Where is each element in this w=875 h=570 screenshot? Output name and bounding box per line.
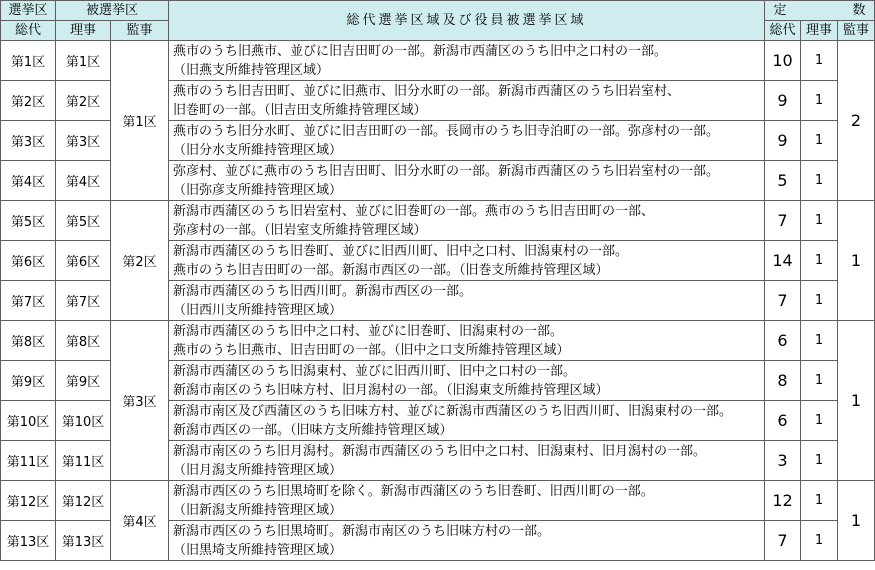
area-line: 旧巻町の一部。（旧吉田支所維持管理区域） xyxy=(173,102,427,118)
kanji-district: 第2区 xyxy=(111,201,169,321)
area-line: 燕市のうち旧吉田町、並びに旧燕市、旧分水町の一部。新潟市西蒲区のうち旧岩室村、 xyxy=(173,83,681,99)
riji-count: 1 xyxy=(801,201,838,241)
area-line: 新潟市西区の一部。（旧味方支所維持管理区域） xyxy=(173,422,453,438)
area-description xyxy=(169,161,765,201)
area-description xyxy=(169,321,765,361)
header-teisu-1: 定 xyxy=(773,3,787,18)
riji-count: 1 xyxy=(801,361,838,401)
area-description xyxy=(169,121,765,161)
header-riji-count: 理事 xyxy=(801,21,838,41)
header-kanji-count: 監事 xyxy=(838,21,875,41)
area-description xyxy=(169,441,765,481)
sodai-district: 第4区 xyxy=(1,161,56,201)
sodai-district: 第1区 xyxy=(1,41,56,81)
riji-district: 第4区 xyxy=(56,161,111,201)
area-description xyxy=(169,281,765,321)
table-row xyxy=(1,321,875,361)
area-description xyxy=(169,81,765,121)
kanji-district: 第4区 xyxy=(111,481,169,561)
area-line: （旧西川支所維持管理区域） xyxy=(173,302,343,318)
area-line: 新潟市西区のうち旧黒埼町を除く。新潟市西蒲区のうち旧巻町、旧西川町の一部。 xyxy=(173,483,654,499)
riji-district: 第12区 xyxy=(56,481,111,521)
riji-count: 1 xyxy=(801,441,838,481)
kanji-count: 1 xyxy=(838,481,875,561)
sodai-count: 9 xyxy=(765,121,801,161)
area-description xyxy=(169,361,765,401)
area-line: 燕市のうち旧燕市、並びに旧吉田町の一部。新潟市西蒲区のうち旧中之口村の一部。 xyxy=(173,43,668,59)
kanji-count: 1 xyxy=(838,201,875,321)
table-row xyxy=(1,41,875,81)
area-line: （旧新潟支所維持管理区域） xyxy=(173,502,343,518)
riji-count: 1 xyxy=(801,521,838,561)
sodai-count: 6 xyxy=(765,321,801,361)
area-line: 新潟市南区のうち旧味方村、旧月潟村の一部。（旧潟東支所維持管理区域） xyxy=(173,382,609,398)
area-line: （旧弥彦支所維持管理区域） xyxy=(173,182,343,198)
table-row xyxy=(1,201,875,241)
header-teisu-2: 数 xyxy=(852,3,866,18)
riji-count: 1 xyxy=(801,121,838,161)
header-hisenkyoku: 被選挙区 xyxy=(56,1,169,21)
header-riji: 理事 xyxy=(56,21,111,41)
sodai-district: 第5区 xyxy=(1,201,56,241)
sodai-count: 7 xyxy=(765,281,801,321)
area-line: 燕市のうち旧吉田町の一部。新潟市西区の一部。（旧巻支所維持管理区域） xyxy=(173,262,609,278)
sodai-district: 第9区 xyxy=(1,361,56,401)
sodai-district: 第7区 xyxy=(1,281,56,321)
sodai-count: 9 xyxy=(765,81,801,121)
kanji-count: 1 xyxy=(838,321,875,481)
kanji-count: 2 xyxy=(838,41,875,201)
area-line: （旧月潟支所維持管理区域） xyxy=(173,462,343,478)
header-sodai-count: 総代 xyxy=(765,21,801,41)
area-line: 新潟市西区のうち旧黒埼町。新潟市南区のうち旧味方村の一部。 xyxy=(173,523,551,539)
area-line: （旧燕支所維持管理区域） xyxy=(173,62,330,78)
sodai-count: 14 xyxy=(765,241,801,281)
sodai-count: 10 xyxy=(765,41,801,81)
riji-district: 第13区 xyxy=(56,521,111,561)
area-line: 弥彦村の一部。（旧岩室支所維持管理区域） xyxy=(173,222,427,238)
sodai-count: 6 xyxy=(765,401,801,441)
kanji-district: 第3区 xyxy=(111,321,169,481)
header-kanji: 監事 xyxy=(111,21,169,41)
sodai-count: 5 xyxy=(765,161,801,201)
riji-district: 第5区 xyxy=(56,201,111,241)
area-description xyxy=(169,241,765,281)
table-row xyxy=(1,481,875,521)
area-description xyxy=(169,201,765,241)
riji-count: 1 xyxy=(801,481,838,521)
area-line: 弥彦村、並びに燕市のうち旧吉田町、旧分水町の一部。新潟市西蒲区のうち旧岩室村の一部。 xyxy=(173,163,720,179)
area-line: 新潟市南区及び西蒲区のうち旧味方村、並びに新潟市西蒲区のうち旧西川町、旧潟東村の一部。 xyxy=(173,403,733,419)
area-description xyxy=(169,521,765,561)
riji-district: 第11区 xyxy=(56,441,111,481)
riji-district: 第9区 xyxy=(56,361,111,401)
riji-district: 第6区 xyxy=(56,241,111,281)
area-line: 新潟市南区のうち旧月潟村。新潟市西蒲区のうち旧中之口村、旧潟東村、旧月潟村の一部。 xyxy=(173,443,707,459)
header-teisu xyxy=(765,1,875,21)
area-description xyxy=(169,41,765,81)
header-senkyoku: 選挙区 xyxy=(1,1,56,21)
area-line: 新潟市西蒲区のうち旧潟東村、並びに旧西川町、旧中之口村の一部。 xyxy=(173,363,577,379)
riji-count: 1 xyxy=(801,241,838,281)
area-line: 新潟市西蒲区のうち旧巻町、並びに旧西川町、旧中之口村、旧潟東村の一部。 xyxy=(173,243,629,259)
riji-district: 第8区 xyxy=(56,321,111,361)
sodai-district: 第11区 xyxy=(1,441,56,481)
sodai-district: 第10区 xyxy=(1,401,56,441)
riji-count: 1 xyxy=(801,41,838,81)
area-line: 燕市のうち旧燕市、旧吉田町の一部。（旧中之口支所維持管理区域） xyxy=(173,342,570,358)
header-area-title: 総代選挙区域及び役員被選挙区域 xyxy=(169,1,765,41)
riji-district: 第1区 xyxy=(56,41,111,81)
area-line: 新潟市西蒲区のうち旧岩室村、並びに旧巻町の一部。燕市のうち旧吉田町の一部、 xyxy=(173,203,655,219)
riji-district: 第7区 xyxy=(56,281,111,321)
area-line: 燕市のうち旧分水町、並びに旧吉田町の一部。長岡市のうち旧寺泊町の一部。弥彦村の一部。 xyxy=(173,123,720,139)
riji-district: 第2区 xyxy=(56,81,111,121)
sodai-district: 第8区 xyxy=(1,321,56,361)
area-description xyxy=(169,401,765,441)
sodai-count: 3 xyxy=(765,441,801,481)
sodai-count: 7 xyxy=(765,201,801,241)
riji-count: 1 xyxy=(801,321,838,361)
riji-count: 1 xyxy=(801,81,838,121)
kanji-district: 第1区 xyxy=(111,41,169,201)
sodai-district: 第13区 xyxy=(1,521,56,561)
sodai-district: 第6区 xyxy=(1,241,56,281)
riji-district: 第3区 xyxy=(56,121,111,161)
riji-district: 第10区 xyxy=(56,401,111,441)
riji-count: 1 xyxy=(801,401,838,441)
sodai-count: 12 xyxy=(765,481,801,521)
sodai-district: 第3区 xyxy=(1,121,56,161)
riji-count: 1 xyxy=(801,161,838,201)
area-line: （旧黒埼支所維持管理区域） xyxy=(173,542,343,558)
header-sodai: 総代 xyxy=(1,21,56,41)
riji-count: 1 xyxy=(801,281,838,321)
sodai-district: 第2区 xyxy=(1,81,56,121)
sodai-district: 第12区 xyxy=(1,481,56,521)
area-line: 新潟市西蒲区のうち旧西川町。新潟市西区の一部。 xyxy=(173,283,473,299)
area-description xyxy=(169,481,765,521)
area-line: （旧分水支所維持管理区域） xyxy=(173,142,343,158)
sodai-count: 8 xyxy=(765,361,801,401)
sodai-count: 7 xyxy=(765,521,801,561)
area-line: 新潟市西蒲区のうち旧中之口村、並びに旧巻町、旧潟東村の一部。 xyxy=(173,323,564,339)
